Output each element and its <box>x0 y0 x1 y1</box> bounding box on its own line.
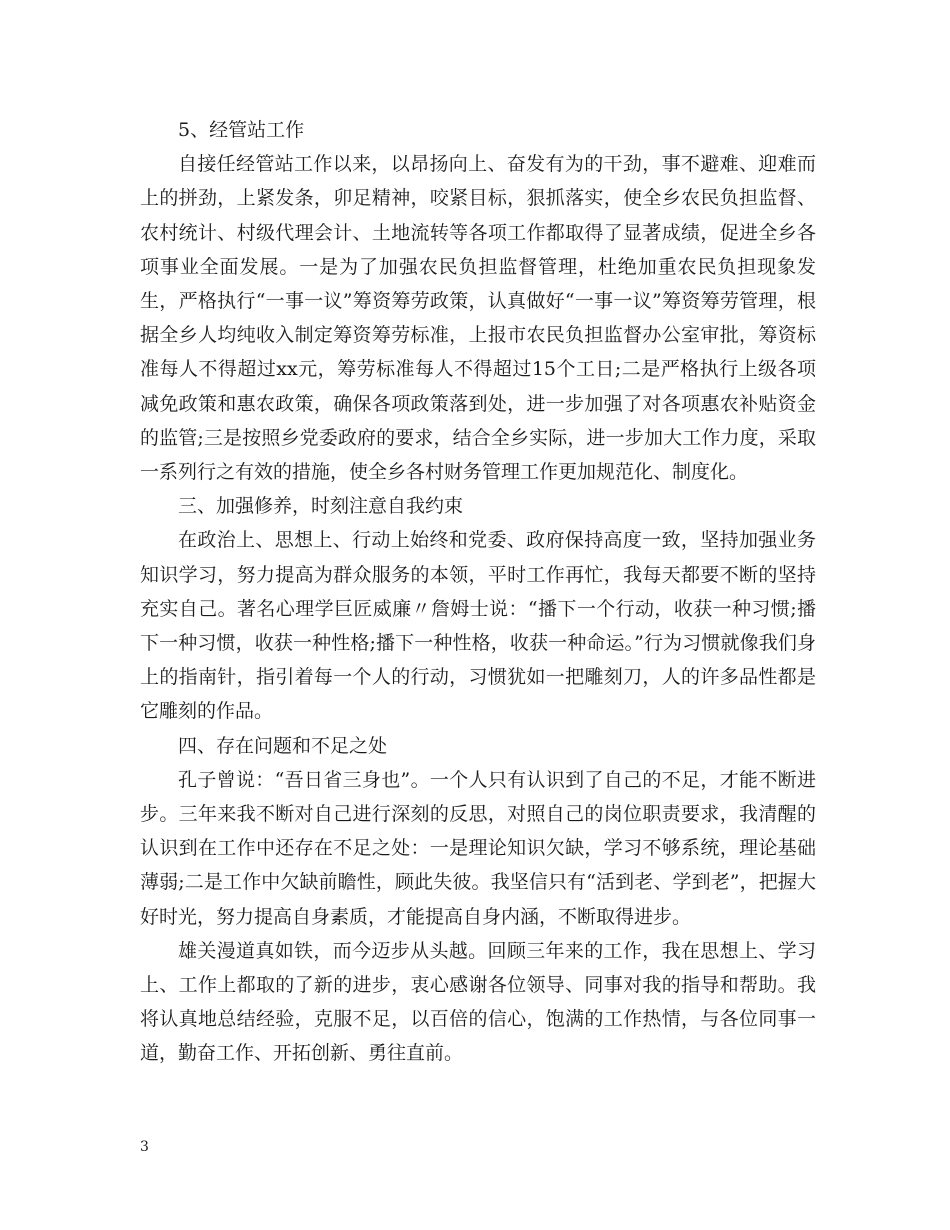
page-number: 3 <box>140 1139 149 1155</box>
section-heading-management-station: 5、经管站工作 <box>178 119 305 141</box>
body-paragraph: 孔子曾说：“吾日省三身也”。一个人只有认识到了自己的不足，才能不断进步。三年来我不断对自己进行深刻的反思，对照自己的岗位职责要求，我清醒的认识到在工作中还存在不足之处：一是理论知识欠缺，学习不够系统，理论基础薄弱;二是工作中欠缺前瞻性，顾此失彼。我坚信只有“活到老、学到老”，把握大好时光，努力提高自身素质，才能提高自身内涵，不断取得进步。 <box>140 768 816 928</box>
document-body <box>140 113 816 1071</box>
section-heading-problems: 四、存在问题和不足之处 <box>178 734 388 757</box>
body-paragraph: 自接任经管站工作以来，以昂扬向上、奋发有为的干劲，事不避难、迎难而上的拼劲，上紧发条，卯足精神，咬紧目标，狠抓落实，使全乡农民负担监督、农村统计、村级代理会计、土地流转等各项工作都取得了显著成绩，促进全乡各项事业全面发展。一是为了加强农民负担监督管理，杜绝加重农民负担现象发生，严格执行“一事一议”筹资筹劳政策，认真做好“一事一议”筹资筹劳管理，根据全乡人均纯收入制定筹资筹劳标准，上报市农民负担监督办公室审批，筹资标准每人不得超过xx元，筹劳标准每人不得超过15个工日;二是严格执行上级各项减免政策和惠农政策，确保各项政策落到处，进一步加强了对各项惠农补贴资金的监管;三是按照乡党委政府的要求，结合全乡实际，进一步加大工作力度，采取一系列行之有效的措施，使全乡各村财务管理工作更加规范化、制度化。 <box>140 153 816 484</box>
section-heading-self-cultivation: 三、加强修养，时刻注意自我约束 <box>178 495 464 518</box>
closing-paragraph: 雄关漫道真如铁，而今迈步从头越。回顾三年来的工作，我在思想上、学习上、工作上都取的了新的进步，衷心感谢各位领导、同事对我的指导和帮助。我将认真地总结经验，克服不足，以百倍的信心，饱满的工作热情，与各位同事一道，勤奋工作、开拓创新、勇往直前。 <box>140 939 816 1065</box>
body-paragraph: 在政治上、思想上、行动上始终和党委、政府保持高度一致，坚持加强业务知识学习，努力提高为群众服务的本领，平时工作再忙，我每天都要不断的坚持充实自己。著名心理学巨匠威廉〃詹姆士说：“播下一个行动，收获一种习惯;播下一种习惯，收获一种性格;播下一种性格，收获一种命运。”行为习惯就像我们身上的指南针，指引着每一个人的行动，习惯犹如一把雕刻刀，人的许多品性都是它雕刻的作品。 <box>140 529 816 723</box>
